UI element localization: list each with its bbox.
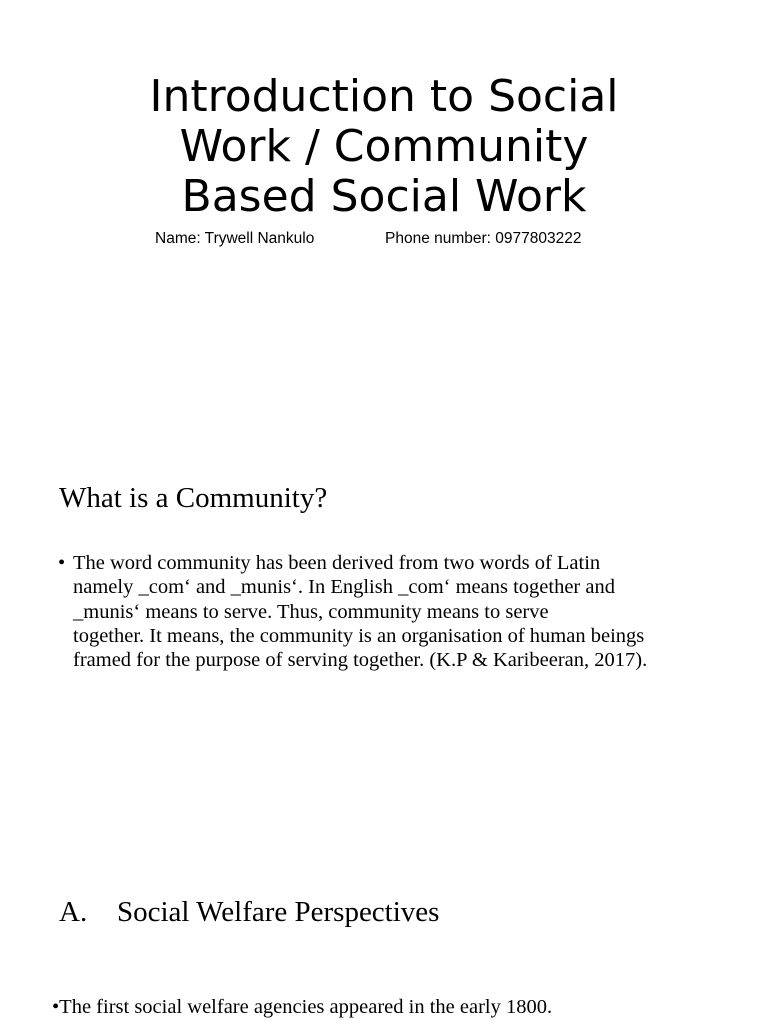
paragraph-line: framed for the purpose of serving together. (K.P & Karibeeran, 2017). (73, 649, 648, 672)
community-definition-bullet (58, 551, 718, 672)
author-phone: Phone number: 0977803222 (385, 230, 582, 247)
bullet-glyph: • (58, 552, 66, 574)
author-name: Name: Trywell Nankulo (155, 230, 315, 247)
paragraph-line: The word community has been derived from two words of Latin (73, 552, 601, 574)
section-title: Social Welfare Perspectives (117, 896, 440, 928)
section-letter: A. (59, 896, 88, 928)
title-block (84, 72, 684, 222)
section-heading-social-welfare (59, 895, 439, 929)
community-definition-text (73, 551, 718, 672)
paragraph-line: _munis‘ means to serve. Thus, community means to serve (73, 600, 549, 623)
author-info (155, 229, 675, 249)
social-welfare-bullet: •The first social welfare agencies appeared in the early 1800. (52, 996, 553, 1018)
title-line: Based Social Work (181, 171, 587, 222)
paragraph-line: together. It means, the community is an organisation of human beings (73, 624, 645, 647)
title-line: Work / Community (179, 121, 589, 172)
paragraph-line: namely _com‘ and _munis‘. In English _com‘ means together and (73, 576, 615, 599)
title-line: Introduction to Social (149, 71, 619, 122)
document-title (84, 72, 684, 222)
section-heading-community: What is a Community? (59, 482, 328, 514)
